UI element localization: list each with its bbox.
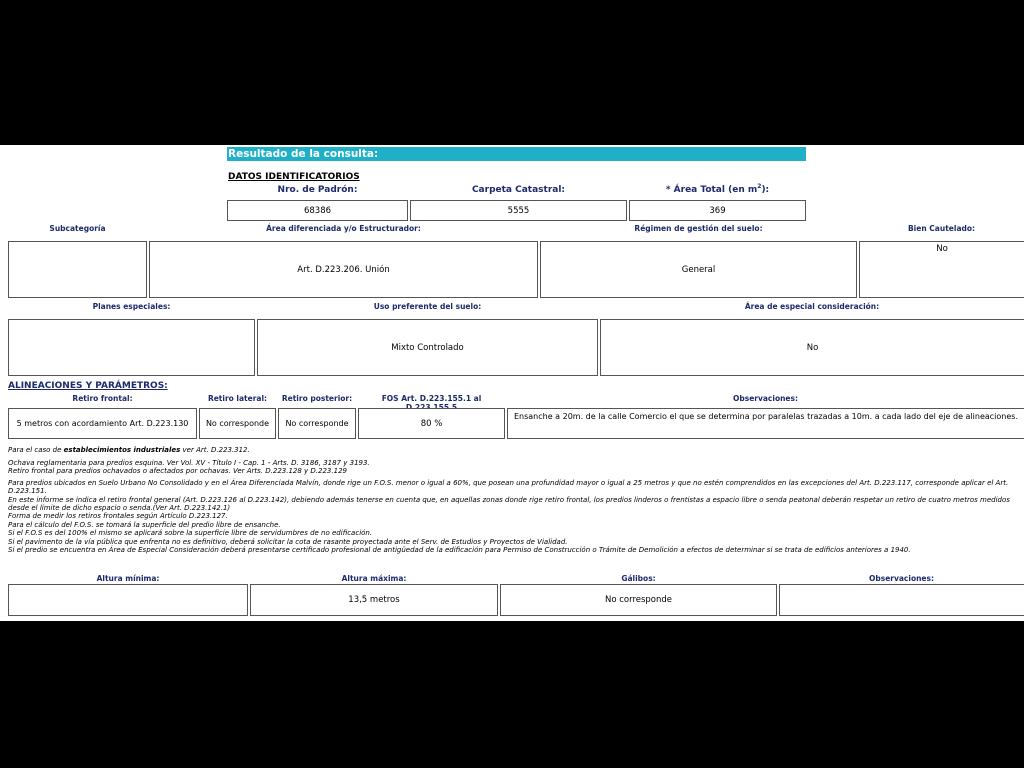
regimen-value: General	[540, 241, 857, 298]
note-line: Para el cálculo del F.O.S. se tomará la superficie del predio libre de ensanche.	[8, 520, 281, 529]
subcategoria-value	[8, 241, 147, 298]
uso-preferente-label: Uso preferente del suelo:	[373, 302, 482, 311]
planes-especiales-label: Planes especiales:	[92, 302, 171, 311]
note-line: Si el predio se encuentra en Área de Especial Consideración deberá presentarse certificado profesional de antigüedad de la edificación para Permiso de Construcción o Trámite de Demolición a efectos de determinar si se trata de edificios anteriores a 1940.	[8, 546, 911, 555]
retiro-posterior-label: Retiro posterior:	[281, 394, 353, 403]
note-line: En este informe se indica el retiro frontal general (Art. D.223.126 al D.223.142), debiendo además tenerse en cuenta que, en aquellas zonas donde rige retiro frontal, los predios linderos o frentistas a espacio libre o senda peatonal deberán respetar un retiro de cuatro metros medidos desde el límite de dicho espacio o senda.(Ver Art. D.223.142.1)	[8, 495, 1010, 513]
planes-especiales-value	[8, 319, 255, 376]
altura-minima-value	[8, 584, 248, 616]
uso-preferente-value: Mixto Controlado	[257, 319, 598, 376]
datos-identificatorios-title: DATOS IDENTIFICATORIOS	[228, 172, 360, 182]
especial-consideracion-label: Área de especial consideración:	[744, 302, 880, 311]
note-line: Para predios ubicados en Suelo Urbano No Consolidado y en el Área Diferenciada Malvín, donde rige un F.O.S. menor o igual a 60%, que posean una profundidad mayor o igual a 25 metros y que no estén comprendidos en las excepciones del Art. D.223.117, corresponde aplicar el Art. D.223.151.	[8, 478, 1009, 496]
altura-maxima-label: Altura máxima:	[341, 574, 407, 583]
subcategoria-label: Subcategoría	[49, 224, 106, 233]
altura-minima-label: Altura mínima:	[96, 574, 160, 583]
fos-value: 80 %	[358, 408, 505, 439]
note-line: Si el pavimento de la vía pública que enfrenta no es definitivo, deberá solicitar la cota de rasante proyectada ante el Serv. de Estudios y Proyectos de Vialidad.	[8, 537, 568, 546]
note-line: Ochava reglamentaria para predios esquina. Ver Vol. XV - Título I - Cap. 1 - Arts. D. 3186, 3187 y 3193.	[8, 459, 370, 467]
alturas-observaciones-value	[779, 584, 1024, 616]
padron-label: Nro. de Padrón:	[277, 185, 358, 195]
notes-block	[8, 459, 1020, 554]
result-title-bar: Resultado de la consulta:	[227, 147, 806, 161]
observaciones-label: Observaciones:	[732, 394, 798, 403]
area-total-label: * Área Total (en $m^2$):	[665, 183, 770, 195]
retiro-posterior-value: No corresponde	[278, 408, 356, 439]
galibos-value: No corresponde	[500, 584, 777, 616]
retiro-frontal-label: Retiro frontal:	[72, 394, 133, 403]
consulta-panel	[0, 145, 1024, 621]
observaciones-value: Ensanche a 20m. de la calle Comercio el que se determina por paralelas trazadas a 10m. a cada lado del eje de alineaciones.	[507, 408, 1024, 439]
altura-maxima-value: 13,5 metros	[250, 584, 498, 616]
bien-cautelado-value: No	[859, 241, 1024, 298]
carpeta-label: Carpeta Catastral:	[471, 185, 566, 195]
industrial-note: Para el caso de establecimientos industriales ver Art. D.223.312.	[8, 446, 250, 454]
fos-label: FOS Art. D.223.155.1 al	[381, 394, 482, 403]
retiro-frontal-value: 5 metros con acordamiento Art. D.223.130	[8, 408, 197, 439]
area-diferenciada-label: Área diferenciada y/o Estructurador:	[266, 224, 421, 233]
padron-value: 68386	[227, 200, 408, 221]
alturas-observaciones-label: Observaciones:	[868, 574, 934, 583]
retiro-lateral-value: No corresponde	[199, 408, 276, 439]
note-line: Forma de medir los retiros frontales según Artículo D.223.127.	[8, 512, 228, 521]
bien-cautelado-label: Bien Cautelado:	[907, 224, 976, 233]
galibos-label: Gálibos:	[621, 574, 656, 583]
especial-consideracion-value: No	[600, 319, 1024, 376]
regimen-label: Régimen de gestión del suelo:	[634, 224, 763, 233]
note-line: Retiro frontal para predios ochavados o afectados por ochavas. Ver Arts. D.223.128 y D.223.129	[8, 467, 347, 476]
area-total-value: 369	[629, 200, 806, 221]
carpeta-value: 5555	[410, 200, 627, 221]
area-diferenciada-value: Art. D.223.206. Unión	[149, 241, 538, 298]
alineaciones-title: ALINEACIONES Y PARÁMETROS:	[8, 381, 168, 391]
retiro-lateral-label: Retiro lateral:	[207, 394, 268, 403]
note-line: Si el F.O.S es del 100% el mismo se aplicará sobre la superficie libre de servidumbres de no edificación.	[8, 529, 373, 538]
